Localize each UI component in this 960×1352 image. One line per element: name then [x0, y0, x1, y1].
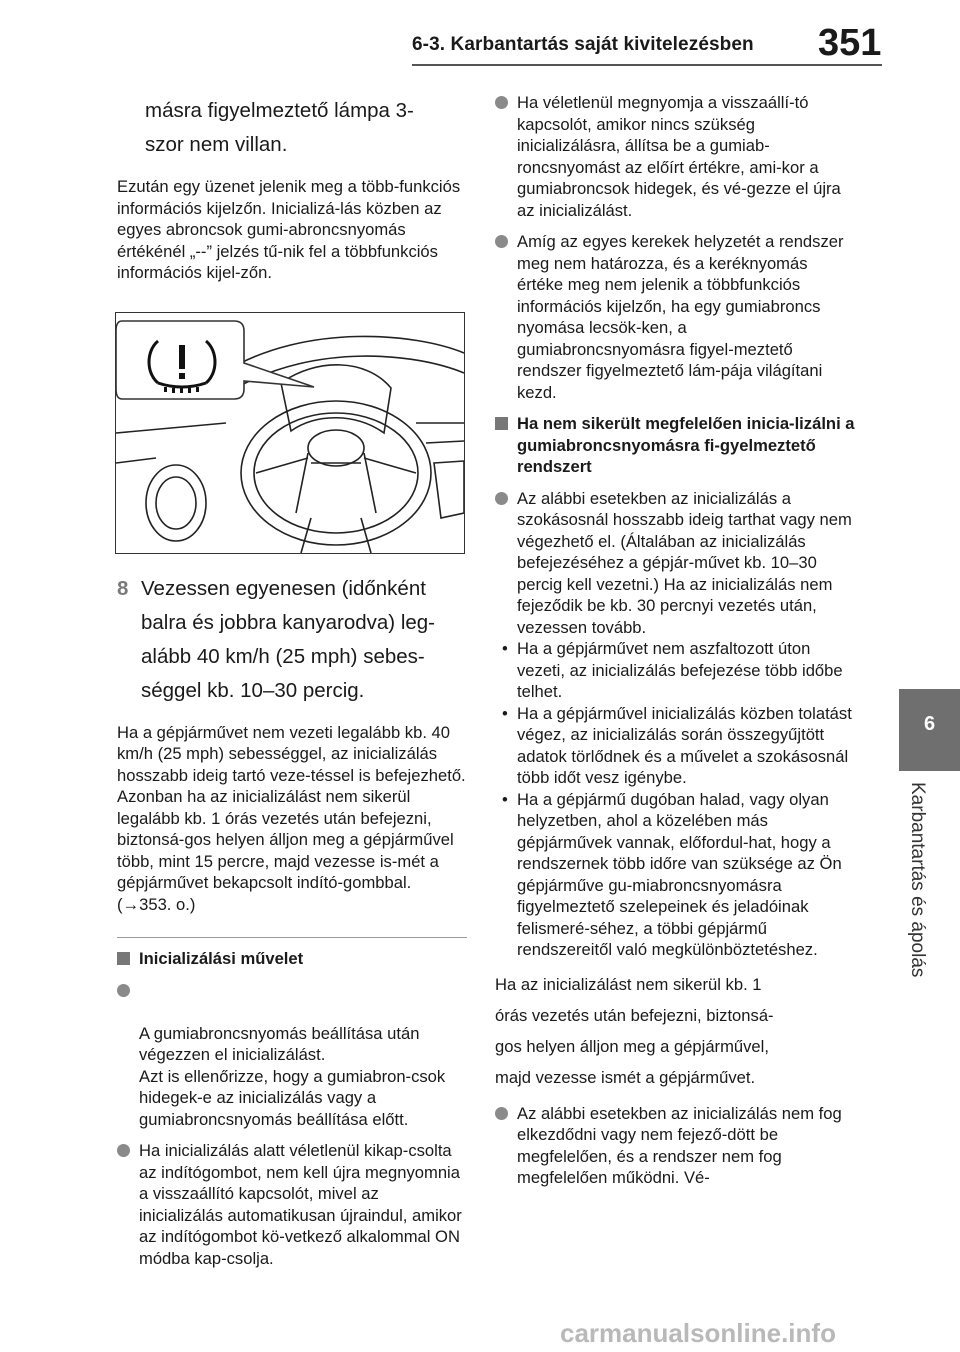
paragraph-message: Ezután egy üzenet jelenik meg a több-funkciós információs kijelzőn. Inicializá-lás közben az egyes abroncsok gumi-abroncsnyomás értékénél „--” jelzés tű-nik fel a többfunkciós információs kijel-zőn.	[117, 177, 461, 282]
section-heading-text: Inicializálási művelet	[139, 949, 304, 968]
dash-bullet-icon: •	[502, 789, 508, 809]
dash-bullet-icon: •	[502, 703, 508, 723]
dash-text: Ha a gépjármű dugóban halad, vagy olyan helyzetben, ahol a közelében más gépjárművek vannak, előfordul-hat, hogy a rendszernek több időre van szüksége az Ön gépjárművе gu-miabroncsnyomásra figyelmeztető szelepeinek és jeladóinak felismeré-séhez, a többi gépjármű rendszereitől való megkülönböztetéshez.	[517, 789, 842, 959]
step-line: séggel kb. 10–30 percig.	[141, 678, 365, 702]
header-title: 6-3. Karbantartás saját kivitelezésben	[412, 34, 754, 55]
chapter-tab	[899, 689, 960, 771]
bullet-text: Amíg az egyes kerekek helyzetét a rendszer meg nem határozza, és a keréknyomás értéke meg nem jelenik a többfunkciós információs kijelzőn, ha egy gumiabroncs nyomása lecsök-ken, a gumiabroncsnyomásra figyel-meztető rendszer figyelmeztető lám-pája világítani kezd.	[517, 232, 844, 402]
bullet-item	[495, 231, 855, 403]
dash-item	[495, 789, 855, 961]
dash-item	[495, 703, 855, 789]
page-number: 351	[818, 22, 882, 64]
right-column	[495, 92, 855, 1189]
dash-text: Ha a gépjárművel inicializálás közben tolatást végez, az inicializálás során összegyűjtött adatok törlődnek és a művelet a szokásosnál több időt vesz igénybe.	[517, 703, 852, 787]
paragraph-line: Ha az inicializálást nem sikerül kb. 1	[495, 974, 762, 994]
dash-item	[495, 638, 855, 703]
bullet-text: A gumiabroncsnyomás beállítása után végezzen el inicializálást. Azt is ellenőrizze, hogy a gumiabron-csok hidegek-e az inicializálás vagy a gumiabroncsnyomás beállítása előtt.	[139, 1023, 446, 1129]
watermark: carmanualsonline.info	[560, 1318, 836, 1348]
dashboard-illustration	[115, 312, 465, 554]
step-number: 8	[117, 576, 129, 600]
paragraph-line: órás vezetés után befejezni, biztonsá-	[495, 1005, 774, 1025]
intro-line: szor nem villan.	[145, 133, 288, 156]
round-bullet-icon	[495, 235, 508, 248]
bullet-text: Ha inicializálás alatt véletlenül kikap-csolta az indítógombot, nem kell újra megnyomnia a visszaállító kapcsolót, mivel az inicializálás automatikusan újraindul, amikor az indítógombot kö-vetkező alkalommal ON módba kap-csolja.	[139, 1141, 462, 1268]
chapter-label-text: Karbantartás és ápolás	[907, 782, 928, 978]
bullet-text: Ha véletlenül megnyomja a visszaállí-tó kapcsolót, amikor nincs szükség inicializálásra, állítsa be a gumiab-roncsnyomást az előírt értékre, ami-kor a gumiabroncsok hidegek, és vé-gezze el újra az inicializálást.	[517, 93, 841, 220]
paragraph-speed-note: Ha a gépjárművet nem vezeti legalább kb. 40 km/h (25 mph) sebességgel, az inicializálás hosszabb ideig tartó veze-téssel is befejezhető. Azonban ha az inicializálást nem sikerül legalább kb. 1 órás vezetés után befejezni, biztonsá-gos helyen álljon meg a gépjárművel több, mint 15 percre, majd vezesse is-mét a gépjárművet bekapcsolt indító-gombbal. (→353. o.)	[117, 722, 466, 914]
section-divider	[117, 937, 467, 938]
section-heading-failed-init	[495, 413, 855, 478]
step-8	[117, 572, 467, 708]
dash-text: Ha a gépjárművet nem aszfaltozott úton vezeti, az inicializálás befejezése több időbe telhet.	[517, 639, 843, 701]
round-bullet-icon	[117, 984, 130, 997]
left-column	[117, 94, 467, 1269]
section-heading-text: Ha nem sikerült megfelelően inicia-lizálni a gumiabroncsnyomásra fi-gyelmeztető rendszert	[517, 414, 855, 476]
bullet-text: Az alábbi esetekben az inicializálás a szokásosnál hosszabb ideig tarthat vagy nem végezhető el. (Általában az inicializálás befejezéséhez a gépjár-művet kb. 10–30 percig kell vezetni.) Ha az inicializálás nem fejeződik be kb. 30 percnyi vezetés után, vezessen tovább.	[517, 488, 852, 637]
bullet-item	[495, 488, 855, 639]
bullet-item	[117, 1140, 467, 1269]
square-bullet-icon	[117, 952, 130, 965]
chapter-label	[892, 782, 932, 1032]
section-heading-init	[117, 948, 467, 970]
steering-wheel-figure	[116, 313, 464, 553]
dash-bullet-icon: •	[502, 639, 508, 658]
paragraph-line: gos helyen álljon meg a gépjárművel,	[495, 1036, 769, 1056]
paragraph-stop-note	[495, 969, 855, 1093]
bullet-item	[495, 92, 855, 221]
paragraph-line: majd vezesse ismét a gépjárművet.	[495, 1067, 756, 1087]
round-bullet-icon	[495, 96, 508, 109]
round-bullet-icon	[495, 492, 508, 505]
step-line: alább 40 km/h (25 mph) sebes-	[141, 644, 425, 668]
header-divider	[412, 64, 882, 66]
round-bullet-icon	[117, 1144, 130, 1157]
bullet-item	[117, 980, 467, 1131]
bullet-item	[495, 1103, 855, 1189]
bullet-text: Az alábbi esetekben az inicializálás nem fog elkezdődni vagy nem fejező-dött be megfelelően, és a rendszer nem fog megfelelően működni. Vé-	[517, 1103, 842, 1187]
intro-line: másra figyelmeztető lámpa 3-	[145, 99, 414, 122]
square-bullet-icon	[495, 417, 508, 430]
step-line: Vezessen egyenesen (időnként	[141, 576, 426, 600]
intro-continued	[117, 94, 467, 162]
round-bullet-icon	[495, 1107, 508, 1120]
chapter-number: 6	[923, 713, 936, 735]
step-line: balra és jobbra kanyarodva) leg-	[141, 610, 435, 634]
